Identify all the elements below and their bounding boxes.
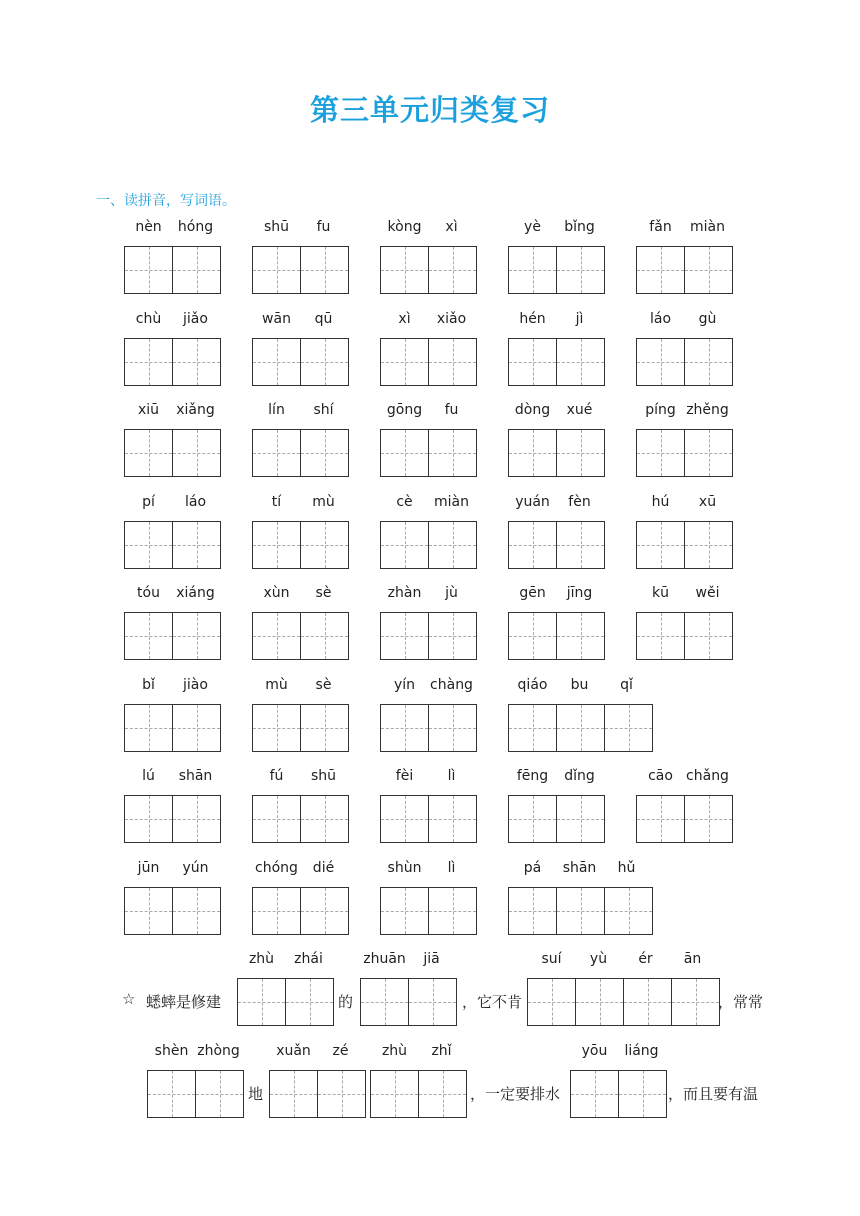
writing-box-group[interactable]	[124, 521, 221, 569]
pinyin-syllable: zhù	[381, 1043, 408, 1059]
character-box[interactable]	[172, 705, 220, 751]
word-item	[636, 494, 731, 572]
pinyin-syllable: gōng	[386, 402, 423, 418]
character-box[interactable]	[556, 430, 604, 476]
word-item	[380, 768, 475, 846]
pinyin-syllable: jūn	[137, 860, 160, 876]
pinyin-syllable: gēn	[519, 585, 546, 601]
character-box[interactable]	[172, 247, 220, 293]
character-box[interactable]	[509, 247, 557, 293]
pinyin-syllable: dié	[312, 860, 335, 876]
pinyin-syllable: xiǎng	[176, 402, 215, 418]
character-box[interactable]	[428, 888, 476, 934]
pinyin-syllable: yōu	[581, 1043, 608, 1059]
star-marker: ☆	[122, 990, 136, 1008]
writing-box-group[interactable]	[508, 612, 605, 660]
character-box[interactable]	[253, 796, 301, 842]
pinyin-syllable: suí	[541, 951, 562, 967]
word-item	[252, 311, 347, 389]
word-item	[252, 768, 347, 846]
pinyin-syllable: hǔ	[617, 860, 636, 876]
character-box[interactable]	[684, 613, 732, 659]
pinyin-syllable: fu	[316, 219, 331, 235]
writing-box-group[interactable]	[237, 978, 334, 1026]
character-box[interactable]	[253, 430, 301, 476]
pinyin-syllable: tí	[271, 494, 282, 510]
character-box[interactable]	[637, 522, 685, 568]
pinyin-syllable: chǎng	[686, 768, 729, 784]
word-item	[508, 219, 603, 297]
writing-box-group[interactable]	[380, 795, 477, 843]
pinyin-syllable: gù	[698, 311, 717, 327]
pinyin-syllable: shū	[263, 219, 290, 235]
word-item	[508, 860, 650, 938]
sentence-word-blank	[360, 951, 455, 1029]
word-item	[252, 494, 347, 572]
character-box[interactable]	[684, 247, 732, 293]
character-box[interactable]	[270, 1071, 318, 1117]
pinyin-syllable: qū	[314, 311, 333, 327]
sentence-word-blank	[269, 1043, 364, 1121]
pinyin-syllable: hén	[519, 311, 546, 327]
pinyin-syllable: jì	[575, 311, 584, 327]
pinyin-syllable: fú	[269, 768, 284, 784]
word-item	[380, 585, 475, 663]
character-box[interactable]	[556, 705, 605, 751]
pinyin-syllable: jīng	[566, 585, 593, 601]
word-item	[508, 677, 650, 755]
character-box[interactable]	[381, 430, 429, 476]
pinyin-syllable: sè	[315, 585, 332, 601]
pinyin-syllable: chàng	[430, 677, 473, 693]
pinyin-syllable: fu	[444, 402, 459, 418]
pinyin-syllable: xùn	[263, 585, 290, 601]
writing-box-group[interactable]	[252, 795, 349, 843]
character-box[interactable]	[381, 705, 429, 751]
writing-box-group[interactable]	[508, 429, 605, 477]
character-box[interactable]	[125, 522, 173, 568]
character-box[interactable]	[623, 979, 672, 1025]
character-box[interactable]	[556, 339, 604, 385]
character-box[interactable]	[556, 796, 604, 842]
character-box[interactable]	[509, 613, 557, 659]
writing-box-group[interactable]	[636, 429, 733, 477]
character-box[interactable]	[428, 522, 476, 568]
pinyin-syllable: fǎn	[649, 219, 672, 235]
page-title: 第三单元归类复习	[309, 93, 550, 127]
pinyin-syllable: zhù	[248, 951, 275, 967]
character-box[interactable]	[300, 247, 348, 293]
pinyin-syllable: lín	[268, 402, 285, 418]
character-box[interactable]	[408, 979, 456, 1025]
character-box[interactable]	[172, 430, 220, 476]
character-box[interactable]	[637, 247, 685, 293]
character-box[interactable]	[575, 979, 624, 1025]
character-box[interactable]	[125, 247, 173, 293]
pinyin-syllable: xū	[698, 494, 717, 510]
pinyin-syllable: shū	[310, 768, 337, 784]
writing-box-group[interactable]	[636, 246, 733, 294]
pinyin-syllable: láo	[184, 494, 207, 510]
writing-box-group[interactable]	[252, 704, 349, 752]
writing-box-group[interactable]	[252, 521, 349, 569]
pinyin-syllable: pá	[523, 860, 542, 876]
writing-box-group[interactable]	[124, 338, 221, 386]
character-box[interactable]	[253, 613, 301, 659]
pinyin-syllable: hóng	[177, 219, 214, 235]
character-box[interactable]	[671, 979, 719, 1025]
pinyin-syllable: jù	[445, 585, 458, 601]
word-item	[124, 768, 219, 846]
pinyin-syllable: yè	[524, 219, 541, 235]
pinyin-syllable: yín	[393, 677, 416, 693]
character-box[interactable]	[509, 339, 557, 385]
word-item	[380, 494, 475, 572]
pinyin-syllable: xì	[445, 219, 458, 235]
word-item	[124, 311, 219, 389]
pinyin-syllable: dǐng	[564, 768, 595, 784]
pinyin-syllable: tóu	[137, 585, 160, 601]
pinyin-syllable: xiǎo	[436, 311, 467, 327]
writing-box-group[interactable]	[370, 1070, 467, 1118]
character-box[interactable]	[300, 705, 348, 751]
character-box[interactable]	[172, 796, 220, 842]
pinyin-syllable: shí	[313, 402, 334, 418]
character-box[interactable]	[253, 247, 301, 293]
character-box[interactable]	[428, 705, 476, 751]
character-box[interactable]	[172, 339, 220, 385]
character-box[interactable]	[300, 430, 348, 476]
character-box[interactable]	[172, 613, 220, 659]
character-box[interactable]	[300, 522, 348, 568]
writing-box-group[interactable]	[508, 795, 605, 843]
sentence-text: ，常常	[718, 993, 764, 1011]
pinyin-syllable: qǐ	[620, 677, 633, 693]
word-item	[124, 402, 219, 480]
character-box[interactable]	[637, 430, 685, 476]
word-item	[636, 311, 731, 389]
character-box[interactable]	[684, 430, 732, 476]
character-box[interactable]	[317, 1071, 365, 1117]
word-item	[380, 219, 475, 297]
character-box[interactable]	[381, 888, 429, 934]
character-box[interactable]	[381, 247, 429, 293]
pinyin-syllable: zhuān	[363, 951, 406, 967]
character-box[interactable]	[381, 339, 429, 385]
writing-box-group[interactable]	[380, 246, 477, 294]
pinyin-syllable: shān	[562, 860, 597, 876]
writing-box-group[interactable]	[636, 795, 733, 843]
word-item	[252, 860, 347, 938]
pinyin-syllable: liáng	[624, 1043, 659, 1059]
character-box[interactable]	[253, 339, 301, 385]
writing-box-group[interactable]	[508, 246, 605, 294]
character-box[interactable]	[300, 613, 348, 659]
section-heading: 一、读拼音，写词语。	[96, 193, 236, 209]
character-box[interactable]	[195, 1071, 243, 1117]
character-box[interactable]	[637, 613, 685, 659]
pinyin-syllable: chóng	[255, 860, 298, 876]
writing-box-group[interactable]	[252, 338, 349, 386]
word-item	[508, 585, 603, 663]
character-box[interactable]	[556, 613, 604, 659]
character-box[interactable]	[361, 979, 409, 1025]
writing-box-group[interactable]	[508, 704, 653, 752]
pinyin-syllable: sè	[315, 677, 332, 693]
word-item	[124, 585, 219, 663]
character-box[interactable]	[428, 613, 476, 659]
writing-box-group[interactable]	[124, 887, 221, 935]
pinyin-syllable: yù	[589, 951, 608, 967]
character-box[interactable]	[637, 796, 685, 842]
character-box[interactable]	[571, 1071, 619, 1117]
sentence-text: 蟋蟀是修建	[146, 993, 222, 1011]
writing-box-group[interactable]	[124, 795, 221, 843]
pinyin-syllable: jiǎo	[183, 311, 208, 327]
character-box[interactable]	[300, 796, 348, 842]
writing-box-group[interactable]	[380, 429, 477, 477]
word-item	[380, 311, 475, 389]
word-item	[508, 402, 603, 480]
pinyin-syllable: xiáng	[176, 585, 215, 601]
pinyin-syllable: jiào	[183, 677, 208, 693]
pinyin-syllable: miàn	[690, 219, 725, 235]
writing-box-group[interactable]	[380, 887, 477, 935]
character-box[interactable]	[428, 339, 476, 385]
character-box[interactable]	[381, 613, 429, 659]
pinyin-syllable: shèn	[154, 1043, 189, 1059]
writing-box-group[interactable]	[252, 246, 349, 294]
writing-box-group[interactable]	[124, 246, 221, 294]
character-box[interactable]	[428, 247, 476, 293]
pinyin-syllable: láo	[649, 311, 672, 327]
word-item	[252, 585, 347, 663]
character-box[interactable]	[509, 888, 557, 934]
writing-box-group[interactable]	[360, 978, 457, 1026]
pinyin-syllable: jiā	[423, 951, 440, 967]
word-item	[508, 311, 603, 389]
character-box[interactable]	[604, 888, 652, 934]
word-item	[636, 402, 731, 480]
writing-box-group[interactable]	[124, 612, 221, 660]
character-box[interactable]	[684, 339, 732, 385]
pinyin-syllable: bǐng	[564, 219, 595, 235]
character-box[interactable]	[428, 796, 476, 842]
sentence-word-blank	[570, 1043, 665, 1121]
pinyin-syllable: mù	[312, 494, 335, 510]
character-box[interactable]	[381, 522, 429, 568]
pinyin-syllable: fēng	[516, 768, 549, 784]
pinyin-syllable: xiū	[137, 402, 160, 418]
word-item	[508, 768, 603, 846]
word-item	[124, 677, 219, 755]
pinyin-syllable: lì	[447, 768, 456, 784]
sentence-text: ，它不肯	[462, 993, 523, 1011]
pinyin-syllable: zhàn	[387, 585, 422, 601]
character-box[interactable]	[253, 522, 301, 568]
pinyin-syllable: yuán	[515, 494, 550, 510]
character-box[interactable]	[125, 888, 173, 934]
writing-box-group[interactable]	[147, 1070, 244, 1118]
character-box[interactable]	[556, 888, 605, 934]
pinyin-syllable: pí	[142, 494, 155, 510]
sentence-word-blank	[527, 951, 716, 1029]
character-box[interactable]	[528, 979, 576, 1025]
sentence-text: 的	[338, 993, 354, 1011]
pinyin-syllable: zhái	[294, 951, 323, 967]
character-box[interactable]	[418, 1071, 466, 1117]
character-box[interactable]	[371, 1071, 419, 1117]
character-box[interactable]	[125, 613, 173, 659]
writing-box-group[interactable]	[380, 521, 477, 569]
character-box[interactable]	[172, 522, 220, 568]
pinyin-syllable: xué	[566, 402, 593, 418]
pinyin-syllable: fèi	[395, 768, 414, 784]
pinyin-syllable: zhòng	[197, 1043, 240, 1059]
pinyin-syllable: chù	[135, 311, 162, 327]
writing-box-group[interactable]	[269, 1070, 366, 1118]
pinyin-syllable: zhěng	[686, 402, 729, 418]
character-box[interactable]	[172, 888, 220, 934]
writing-box-group[interactable]	[636, 612, 733, 660]
character-box[interactable]	[125, 430, 173, 476]
character-box[interactable]	[684, 796, 732, 842]
character-box[interactable]	[637, 339, 685, 385]
word-item	[636, 768, 731, 846]
writing-box-group[interactable]	[252, 612, 349, 660]
pinyin-syllable: ér	[638, 951, 653, 967]
pinyin-syllable: qiáo	[517, 677, 548, 693]
character-box[interactable]	[509, 796, 557, 842]
character-box[interactable]	[285, 979, 333, 1025]
word-item	[252, 677, 347, 755]
character-box[interactable]	[509, 705, 557, 751]
sentence-word-blank	[370, 1043, 465, 1121]
pinyin-syllable: yún	[182, 860, 209, 876]
pinyin-syllable: lú	[142, 768, 155, 784]
character-box[interactable]	[253, 888, 301, 934]
character-box[interactable]	[300, 339, 348, 385]
pinyin-syllable: wěi	[695, 585, 720, 601]
pinyin-syllable: kòng	[387, 219, 422, 235]
pinyin-syllable: miàn	[434, 494, 469, 510]
character-box[interactable]	[556, 522, 604, 568]
word-item	[380, 677, 475, 755]
word-item	[252, 219, 347, 297]
character-box[interactable]	[381, 796, 429, 842]
pinyin-syllable: cè	[396, 494, 413, 510]
writing-box-group[interactable]	[252, 887, 349, 935]
character-box[interactable]	[618, 1071, 666, 1117]
pinyin-syllable: hú	[651, 494, 670, 510]
writing-box-group[interactable]	[124, 704, 221, 752]
writing-box-group[interactable]	[527, 978, 720, 1026]
character-box[interactable]	[684, 522, 732, 568]
writing-box-group[interactable]	[508, 338, 605, 386]
pinyin-syllable: cāo	[648, 768, 673, 784]
sentence-text: 地	[248, 1085, 264, 1103]
writing-box-group[interactable]	[252, 429, 349, 477]
word-item	[508, 494, 603, 572]
writing-box-group[interactable]	[380, 612, 477, 660]
writing-box-group[interactable]	[636, 338, 733, 386]
character-box[interactable]	[428, 430, 476, 476]
writing-box-group[interactable]	[636, 521, 733, 569]
pinyin-syllable: nèn	[135, 219, 162, 235]
writing-box-group[interactable]	[380, 704, 477, 752]
pinyin-syllable: dòng	[514, 402, 551, 418]
writing-box-group[interactable]	[508, 887, 653, 935]
character-box[interactable]	[509, 430, 557, 476]
character-box[interactable]	[125, 705, 173, 751]
word-item	[380, 402, 475, 480]
pinyin-syllable: wān	[262, 311, 291, 327]
character-box[interactable]	[253, 705, 301, 751]
pinyin-syllable: shān	[178, 768, 213, 784]
sentence-text: ，而且要有温	[668, 1085, 759, 1103]
writing-box-group[interactable]	[124, 429, 221, 477]
character-box[interactable]	[509, 522, 557, 568]
pinyin-syllable: mù	[265, 677, 288, 693]
pinyin-syllable: xuǎn	[276, 1043, 311, 1059]
sentence-text: ，一定要排水	[470, 1085, 561, 1103]
word-item	[636, 585, 731, 663]
writing-box-group[interactable]	[570, 1070, 667, 1118]
character-box[interactable]	[604, 705, 652, 751]
pinyin-syllable: lì	[447, 860, 456, 876]
pinyin-syllable: ān	[683, 951, 702, 967]
sentence-word-blank	[237, 951, 332, 1029]
pinyin-syllable: bǐ	[142, 677, 155, 693]
writing-box-group[interactable]	[380, 338, 477, 386]
character-box[interactable]	[238, 979, 286, 1025]
character-box[interactable]	[125, 339, 173, 385]
pinyin-syllable: bu	[570, 677, 589, 693]
character-box[interactable]	[300, 888, 348, 934]
pinyin-syllable: píng	[645, 402, 676, 418]
character-box[interactable]	[148, 1071, 196, 1117]
pinyin-syllable: xì	[398, 311, 411, 327]
character-box[interactable]	[125, 796, 173, 842]
word-item	[252, 402, 347, 480]
pinyin-syllable: kū	[652, 585, 669, 601]
pinyin-syllable: zé	[332, 1043, 349, 1059]
pinyin-syllable: zhǐ	[431, 1043, 452, 1059]
character-box[interactable]	[556, 247, 604, 293]
word-item	[124, 860, 219, 938]
word-item	[124, 219, 219, 297]
pinyin-syllable: shùn	[387, 860, 422, 876]
pinyin-syllable: fèn	[568, 494, 591, 510]
word-item	[124, 494, 219, 572]
word-item	[380, 860, 475, 938]
word-item	[636, 219, 731, 297]
sentence-word-blank	[147, 1043, 242, 1121]
writing-box-group[interactable]	[508, 521, 605, 569]
